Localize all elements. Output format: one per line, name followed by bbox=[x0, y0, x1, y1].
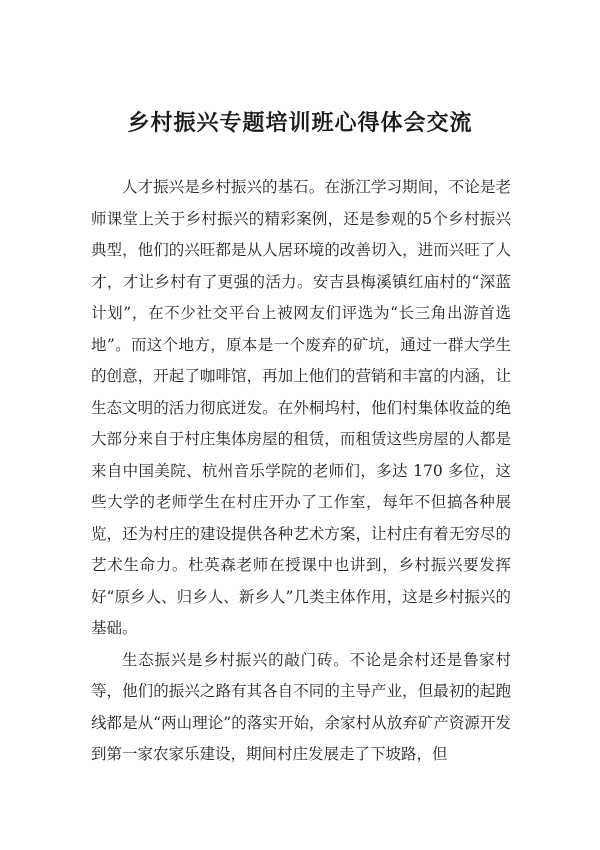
paragraph-talent-revitalization: 人才振兴是乡村振兴的基石。在浙江学习期间，不论是老师课堂上关于乡村振兴的精彩案例，还是参观的5个乡村振兴典型，他们的兴旺都是从人居环境的改善切入，进而兴旺了人才，才让乡村有了更强的活力。安吉县梅溪镇红庙村的“深蓝计划”，在不少社交平台上被网友们评选为“长三角出游首选地”。而这个地方，原本是一个废弃的矿坑，通过一群大学生的创意，开起了咖啡馆，再加上他们的营销和丰富的内涵，让生态文明的活力彻底迸发。在外桐坞村，他们村集体收益的绝大部分来自于村庄集体房屋的租赁，而租赁这些房屋的人都是来自中国美院、杭州音乐学院的老师们，多达 170 多位，这些大学的老师学生在村庄开办了工作室，每年不但搞各种展览，还为村庄的建设提供各种艺术方案，让村庄有着无穷尽的艺术生命力。杜英森老师在授课中也讲到，乡村振兴要发挥好“原乡人、归乡人、新乡人”几类主体作用，这是乡村振兴的基础。 bbox=[91, 178, 511, 637]
paragraph-ecological-revitalization: 生态振兴是乡村振兴的敲门砖。不论是余村还是鲁家村等，他们的振兴之路有其各自不同的主导产业，但最初的起跑线都是从“两山理论”的落实开始，余家村从放弃矿产资源开发到第一家农家乐建设，期间村庄发展走了下坡路，但 bbox=[91, 650, 511, 763]
document-title: 乡村振兴专题培训班心得体会交流 bbox=[127, 111, 473, 136]
document-body bbox=[91, 172, 511, 771]
